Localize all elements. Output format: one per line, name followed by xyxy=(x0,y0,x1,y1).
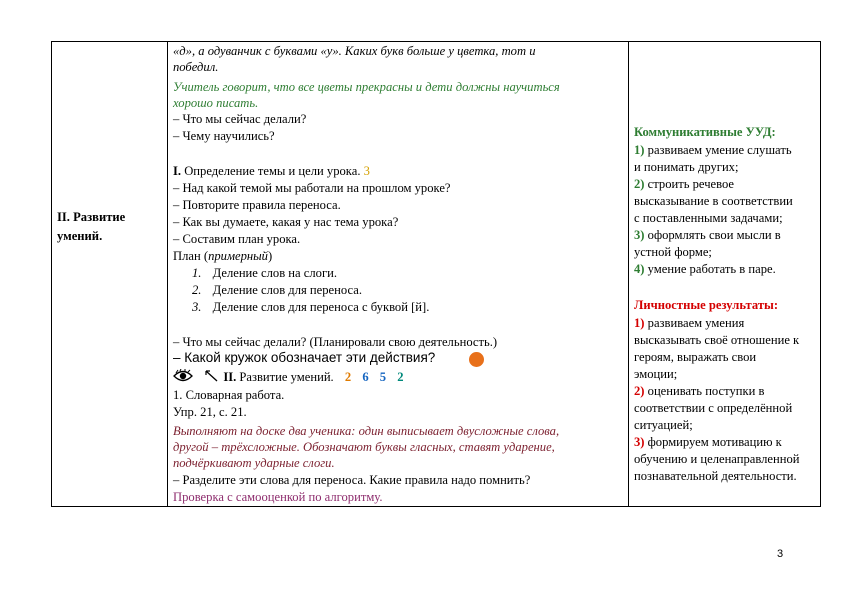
teacher-line: хорошо писать. xyxy=(173,96,259,110)
stage-cell xyxy=(52,42,167,506)
results-cell xyxy=(629,42,821,506)
stage-title-line1: II. Развитие xyxy=(57,210,126,224)
score-badge: 3 xyxy=(363,164,370,178)
item-text: строить речевое xyxy=(644,177,735,191)
item-number: 3) xyxy=(634,435,645,449)
story-text: «д», а одуванчик с буквами «у». Каких букв больше у цветка, тот и xyxy=(173,44,536,58)
item-text: умение работать в паре. xyxy=(644,262,776,276)
uud-item-cont: высказывание в соответствии xyxy=(634,194,793,208)
question-line: – Составим план урока. xyxy=(173,232,301,246)
section-heading-1 xyxy=(173,163,370,179)
question-line: – Что мы сейчас делали? (Планировали свою деятельность.) xyxy=(173,335,498,349)
plan-italic: примерный xyxy=(208,249,268,263)
item-number: 4) xyxy=(634,262,645,276)
uud-item-cont: и понимать других; xyxy=(634,160,739,174)
communicative-title: Коммуникативные УУД: xyxy=(634,125,776,139)
result-item xyxy=(634,315,744,331)
plan-item-text: Деление слов для переноса. xyxy=(212,283,362,297)
plan-item xyxy=(192,299,429,315)
plan-item-text: Деление слов на слоги. xyxy=(212,266,338,280)
question-line: – Как вы думаете, какая у нас тема урока? xyxy=(173,215,399,229)
plan-item xyxy=(192,265,337,281)
question-line: – Чему научились? xyxy=(173,129,275,143)
uud-item-cont: устной форме; xyxy=(634,245,712,259)
instruction-line: другой – трёхсложные. Обозначают буквы гласных, ставят ударение, xyxy=(173,440,555,454)
plan-suffix: ) xyxy=(267,249,273,263)
eye-icon xyxy=(173,369,193,383)
question-line: – Над какой темой мы работали на прошлом уроке? xyxy=(173,181,451,195)
item-number: 2) xyxy=(634,177,645,191)
pencil-icon xyxy=(204,369,220,383)
score-badge: 6 xyxy=(362,370,369,384)
item-number: 1) xyxy=(634,316,645,330)
score-badge: 2 xyxy=(344,370,352,384)
cursor-highlight xyxy=(469,352,484,367)
task-line: Упр. 21, с. 21. xyxy=(173,405,247,419)
section-number: II. xyxy=(223,370,237,384)
uud-item-cont: с поставленными задачами; xyxy=(634,211,783,225)
question-line: – Что мы сейчас делали? xyxy=(173,112,307,126)
uud-item xyxy=(634,261,776,277)
item-number: 3) xyxy=(634,228,645,242)
uud-item xyxy=(634,227,781,243)
content-cell xyxy=(168,42,628,506)
score-badge: 2 xyxy=(397,370,404,384)
plan-item-number: 1. xyxy=(192,266,202,280)
plan-item xyxy=(192,282,362,298)
check-line: Проверка с самооценкой по алгоритму. xyxy=(173,490,383,504)
result-item-cont: ситуацией; xyxy=(634,418,693,432)
section-title: Развитие умений. xyxy=(236,370,334,384)
item-text: оценивать поступки в xyxy=(644,384,765,398)
result-item xyxy=(634,383,764,399)
result-item-cont: героям, выражать свои xyxy=(634,350,757,364)
instruction-line: Выполняют на доске два ученика: один выписывает двусложные слова, xyxy=(173,424,560,438)
section-heading-2 xyxy=(173,369,404,385)
item-text: развиваем умение слушать xyxy=(644,143,792,157)
lesson-table xyxy=(51,41,821,507)
section-number: I. xyxy=(173,164,182,178)
teacher-line: Учитель говорит, что все цветы прекрасны и дети должны научиться xyxy=(173,80,560,94)
item-text: формируем мотивацию к xyxy=(644,435,782,449)
page-number: 3 xyxy=(777,548,784,560)
stage-title-line2: умений. xyxy=(57,229,103,243)
instruction-line: подчёркивают ударные слоги. xyxy=(173,456,335,470)
uud-item xyxy=(634,142,792,158)
question-line-sans: – Какой кружок обозначает эти действия? xyxy=(173,350,436,365)
plan-item-text: Деление слов для переноса с буквой [й]. xyxy=(212,300,430,314)
plan-label xyxy=(173,248,272,264)
question-line: – Повторите правила переноса. xyxy=(173,198,341,212)
story-line: победил. xyxy=(173,60,219,74)
result-item-cont: соответствии с определённой xyxy=(634,401,793,415)
task-line: 1. Словарная работа. xyxy=(173,388,285,402)
item-text: оформлять свои мысли в xyxy=(644,228,781,242)
question-line: – Разделите эти слова для переноса. Какие правила надо помнить? xyxy=(173,473,531,487)
uud-item xyxy=(634,176,734,192)
plan-prefix: План ( xyxy=(173,249,209,263)
result-item-cont: эмоции; xyxy=(634,367,678,381)
result-item-cont: познавательной деятельности. xyxy=(634,469,797,483)
item-number: 1) xyxy=(634,143,645,157)
plan-item-number: 3. xyxy=(192,300,202,314)
plan-item-number: 2. xyxy=(192,283,202,297)
personal-results-title: Личностные результаты: xyxy=(634,298,779,312)
section-title: Определение темы и цели урока. xyxy=(181,164,361,178)
result-item-cont: высказывать своё отношение к xyxy=(634,333,800,347)
item-number: 2) xyxy=(634,384,645,398)
result-item xyxy=(634,434,782,450)
item-text: развиваем умения xyxy=(644,316,745,330)
result-item-cont: обучению и целенаправленной xyxy=(634,452,800,466)
story-line xyxy=(173,43,623,59)
score-badge: 5 xyxy=(379,370,387,384)
